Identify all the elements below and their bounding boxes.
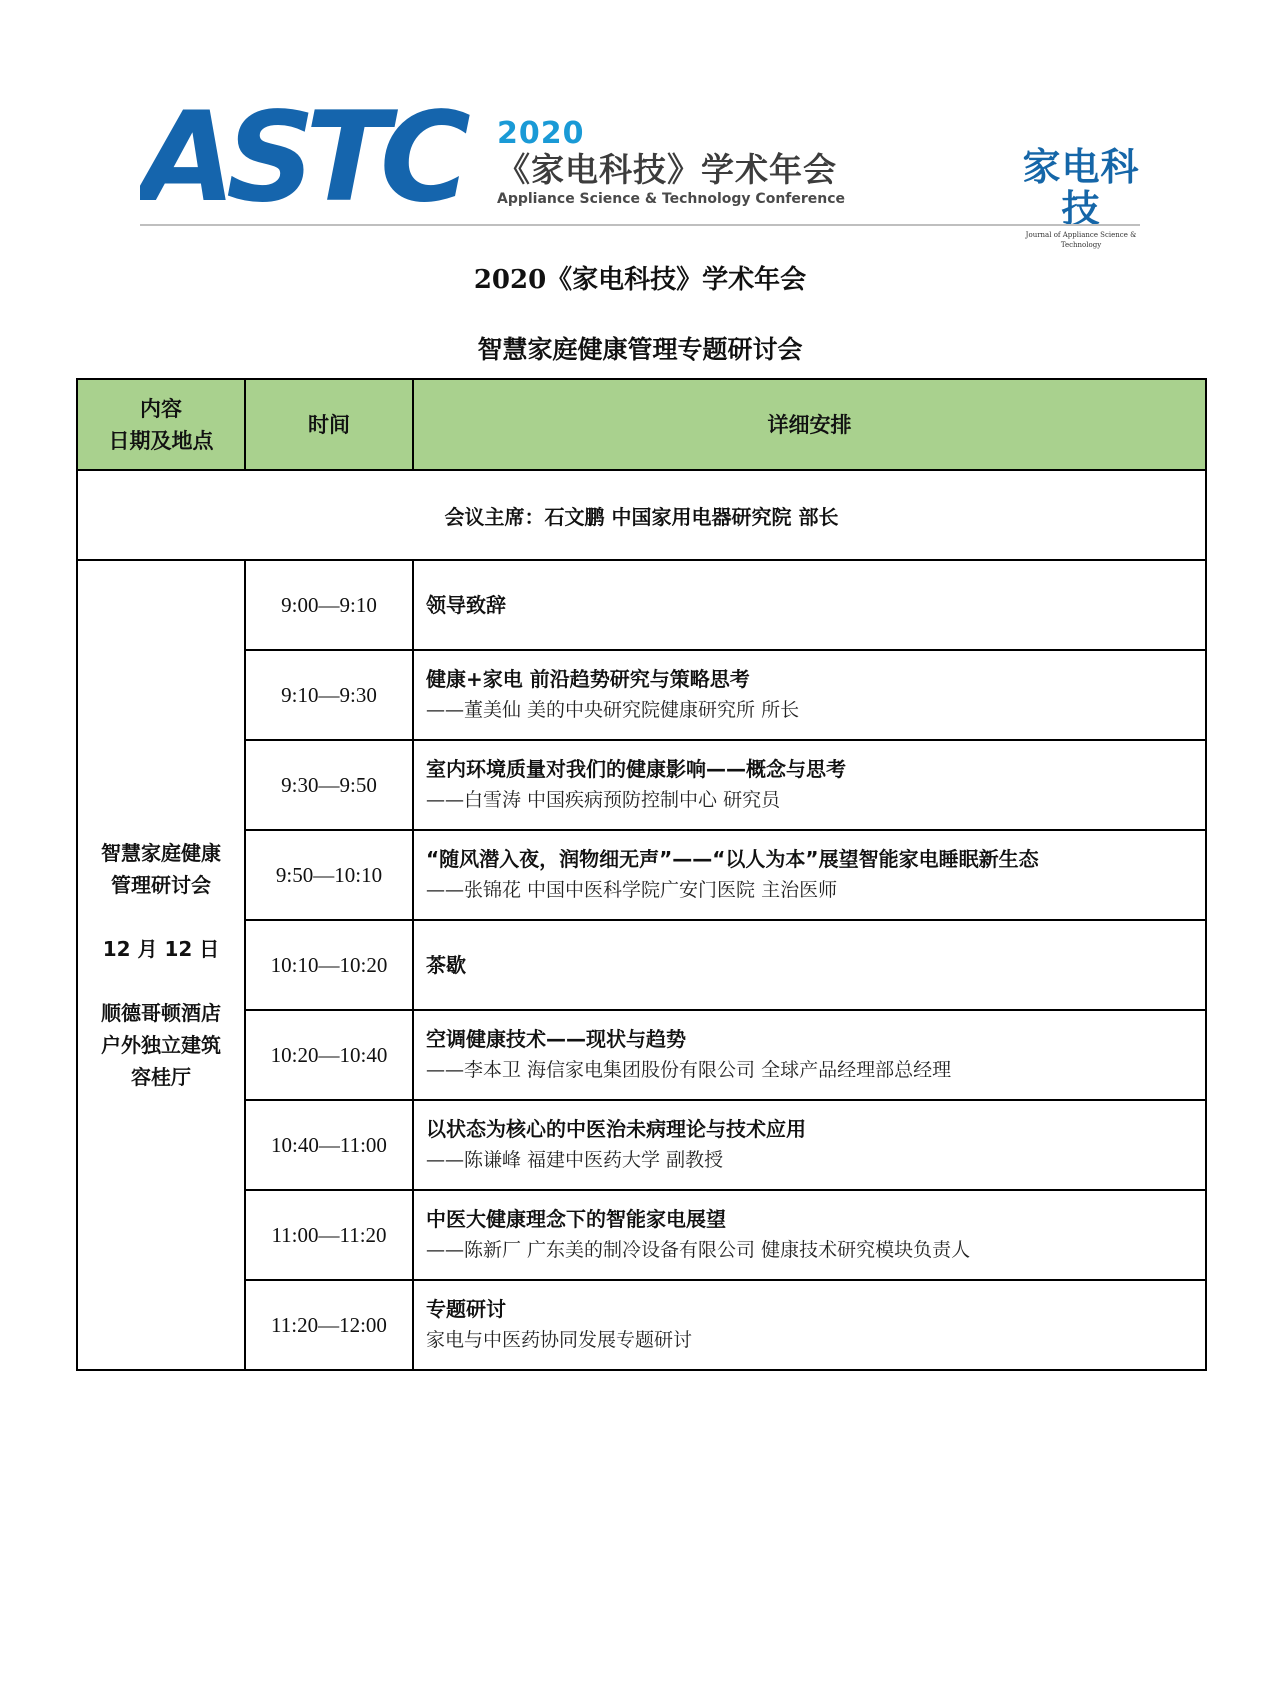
talk-speaker: ——陈新厂 广东美的制冷设备有限公司 健康技术研究模块负责人: [426, 1239, 971, 1261]
conference-name-en: Appliance Science & Technology Conference: [497, 191, 846, 207]
chair-row: [77, 470, 1206, 560]
table-row: [77, 830, 1206, 920]
header-content-date-location: [77, 379, 245, 470]
journal-name-en: Journal of Appliance Science & Technology: [1025, 231, 1137, 249]
time-cell: 10:40—11:00: [245, 1100, 413, 1190]
conference-name-block: [497, 118, 845, 208]
session-name-line2: 管理研讨会: [111, 873, 211, 897]
detail-cell: [413, 740, 1206, 830]
journal-logo: [1016, 146, 1146, 250]
journal-name-cn: 家电科技: [1022, 145, 1140, 231]
detail-cell: [413, 560, 1206, 650]
time-cell: 9:00—9:10: [245, 560, 413, 650]
conference-year: 2020: [497, 116, 585, 151]
conference-name-cn: 《家电科技》学术年会: [497, 150, 837, 189]
talk-title: 以状态为核心的中医治未病理论与技术应用: [426, 1117, 806, 1141]
talk-title: 茶歇: [426, 952, 466, 977]
table-row: [77, 560, 1206, 650]
astc-logo-text: ASTC: [140, 100, 461, 208]
time-cell: 11:00—11:20: [245, 1190, 413, 1280]
time-cell: 9:50—10:10: [245, 830, 413, 920]
header-details: 详细安排: [413, 379, 1206, 470]
detail-cell: [413, 1100, 1206, 1190]
talk-title: 空调健康技术——现状与趋势: [426, 1027, 686, 1051]
detail-cell: [413, 920, 1206, 1010]
time-cell: 10:10—10:20: [245, 920, 413, 1010]
time-cell: 9:10—9:30: [245, 650, 413, 740]
talk-title: 室内环境质量对我们的健康影响——概念与思考: [426, 757, 846, 781]
table-row: [77, 1100, 1206, 1190]
talk-speaker: ——白雪涛 中国疾病预防控制中心 研究员: [426, 789, 781, 811]
session-venue-line1: 顺德哥顿酒店: [101, 1001, 221, 1025]
session-info-cell: [77, 560, 245, 1370]
talk-speaker: ——董美仙 美的中央研究院健康研究所 所长: [426, 699, 800, 721]
header-divider: [140, 224, 1140, 226]
header-time: 时间: [245, 379, 413, 470]
astc-logo: [140, 100, 480, 215]
detail-cell: [413, 1010, 1206, 1100]
header-date-location-label: 日期及地点: [108, 428, 214, 453]
talk-title: 中医大健康理念下的智能家电展望: [426, 1207, 726, 1231]
talk-speaker: ——张锦花 中国中医科学院广安门医院 主治医师: [426, 879, 838, 901]
detail-cell: [413, 830, 1206, 920]
conference-header: [140, 100, 1140, 249]
table-row: [77, 650, 1206, 740]
talk-title: 专题研讨: [426, 1297, 506, 1321]
table-row: [77, 920, 1206, 1010]
time-cell: 10:20—10:40: [245, 1010, 413, 1100]
talk-speaker: ——陈谦峰 福建中医药大学 副教授: [426, 1149, 724, 1171]
session-name-line1: 智慧家庭健康: [101, 841, 221, 865]
astc-logo-graphic: [140, 100, 480, 208]
talk-speaker: ——李本卫 海信家电集团股份有限公司 全球产品经理部总经理: [426, 1059, 952, 1081]
header-content-label: 内容: [140, 396, 182, 421]
time-cell: 11:20—12:00: [245, 1280, 413, 1370]
time-cell: 9:30—9:50: [245, 740, 413, 830]
talk-speaker: 家电与中医药协同发展专题研讨: [426, 1329, 693, 1351]
schedule-table: [76, 378, 1207, 1371]
session-venue-line2: 户外独立建筑: [101, 1033, 221, 1057]
detail-cell: [413, 650, 1206, 740]
talk-title: 健康+家电 前沿趋势研究与策略思考: [426, 667, 750, 691]
spacer: [78, 901, 244, 933]
table-row: [77, 1010, 1206, 1100]
document-subtitle: 智慧家庭健康管理专题研讨会: [477, 335, 803, 364]
table-row: [77, 1190, 1206, 1280]
document-title: 2020《家电科技》学术年会: [473, 265, 807, 295]
session-venue-line3: 容桂厅: [131, 1065, 191, 1089]
spacer: [78, 965, 244, 997]
session-date: 12 月 12 日: [102, 937, 220, 961]
detail-cell: [413, 1280, 1206, 1370]
table-header-row: [77, 379, 1206, 470]
chair-text: 会议主席：石文鹏 中国家用电器研究院 部长: [77, 470, 1206, 560]
talk-title: 领导致辞: [426, 592, 506, 617]
table-row: [77, 1280, 1206, 1370]
table-row: [77, 740, 1206, 830]
talk-title: “随风潜入夜，润物细无声”——“以人为本”展望智能家电睡眠新生态: [426, 847, 1039, 871]
detail-cell: [413, 1190, 1206, 1280]
